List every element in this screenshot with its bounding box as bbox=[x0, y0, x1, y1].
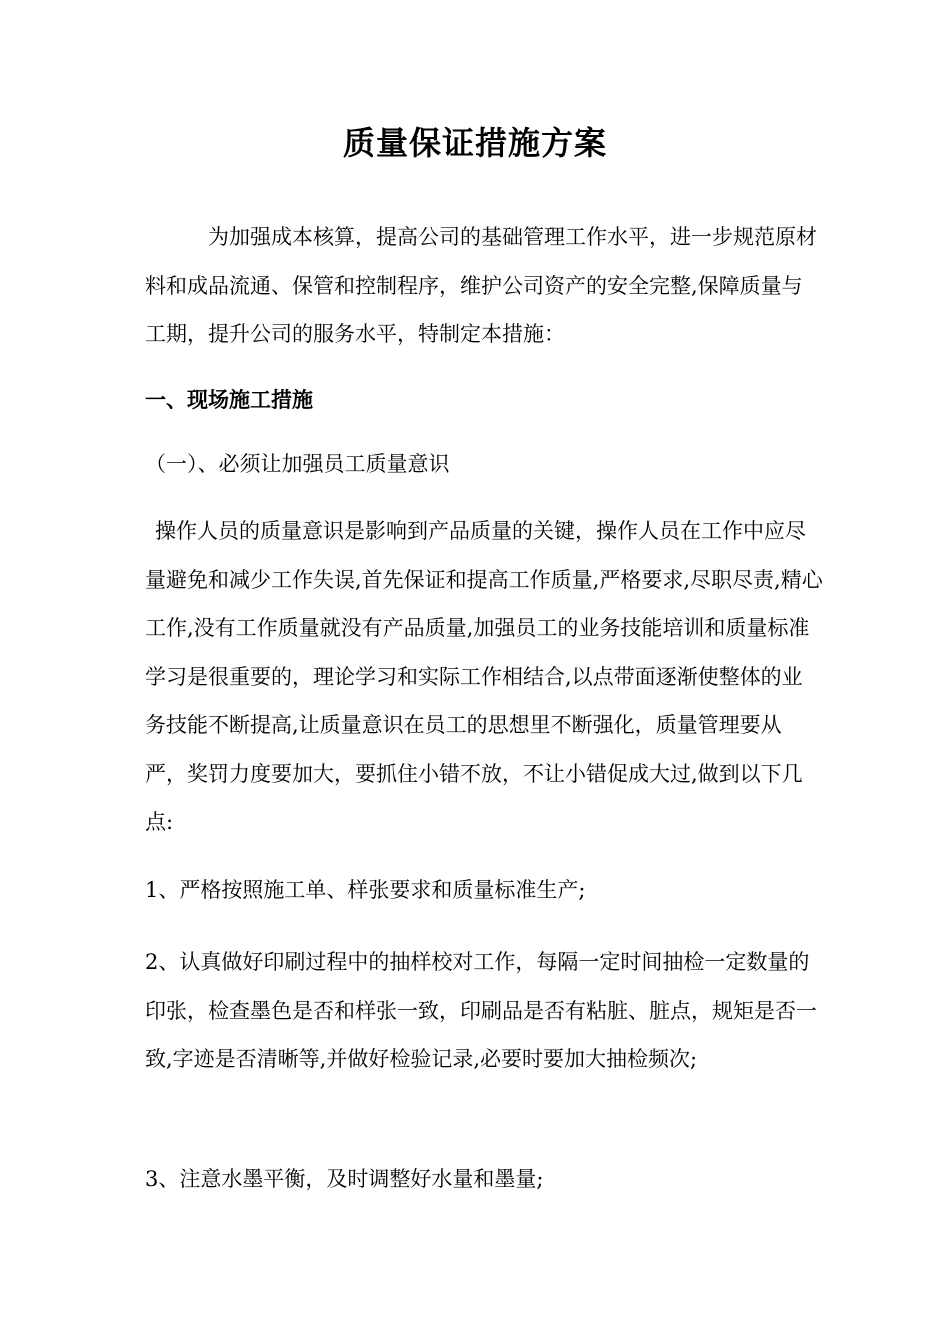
body-paragraph: 操作人员的质量意识是影响到产品质量的关键，操作人员在工作中应尽量避免和减少工作失误,首先保证和提高工作质量,严格要求,尽职尽责,精心工作,没有工作质量就没有产品质量,加强员工的业务技能培训和质量标准学习是很重要的，理论学习和实际工作相结合,以点带面逐渐使整体的业务技能不断提高,让质量意识在员工的思想里不断强化，质量管理要从严，奖罚力度要加大，要抓住小错不放，不让小错促成大过,做到以下几点: bbox=[145, 519, 823, 834]
document-title: 质量保证措施方案 bbox=[342, 124, 607, 162]
intro-paragraph: 为加强成本核算，提高公司的基础管理工作水平，进一步规范原材料和成品流通、保管和控制程序，维护公司资产的安全完整,保障质量与工期，提升公司的服务水平，特制定本措施： bbox=[145, 225, 817, 346]
section-heading: 一、现场施工措施 bbox=[145, 388, 313, 412]
subsection-heading: （一）、必须让加强员工质量意识 bbox=[145, 452, 450, 476]
list-item: 3、注意水墨平衡，及时调整好水量和墨量; bbox=[145, 1167, 544, 1191]
list-item: 1、严格按照施工单、样张要求和质量标准生产; bbox=[145, 878, 586, 902]
list-item: 2、认真做好印刷过程中的抽样校对工作，每隔一定时间抽检一定数量的印张，检查墨色是否和样张一致，印刷品是否有粘脏、脏点，规矩是否一致,字迹是否清晰等,并做好检验记录,必要时要加大抽检频次; bbox=[145, 950, 817, 1071]
